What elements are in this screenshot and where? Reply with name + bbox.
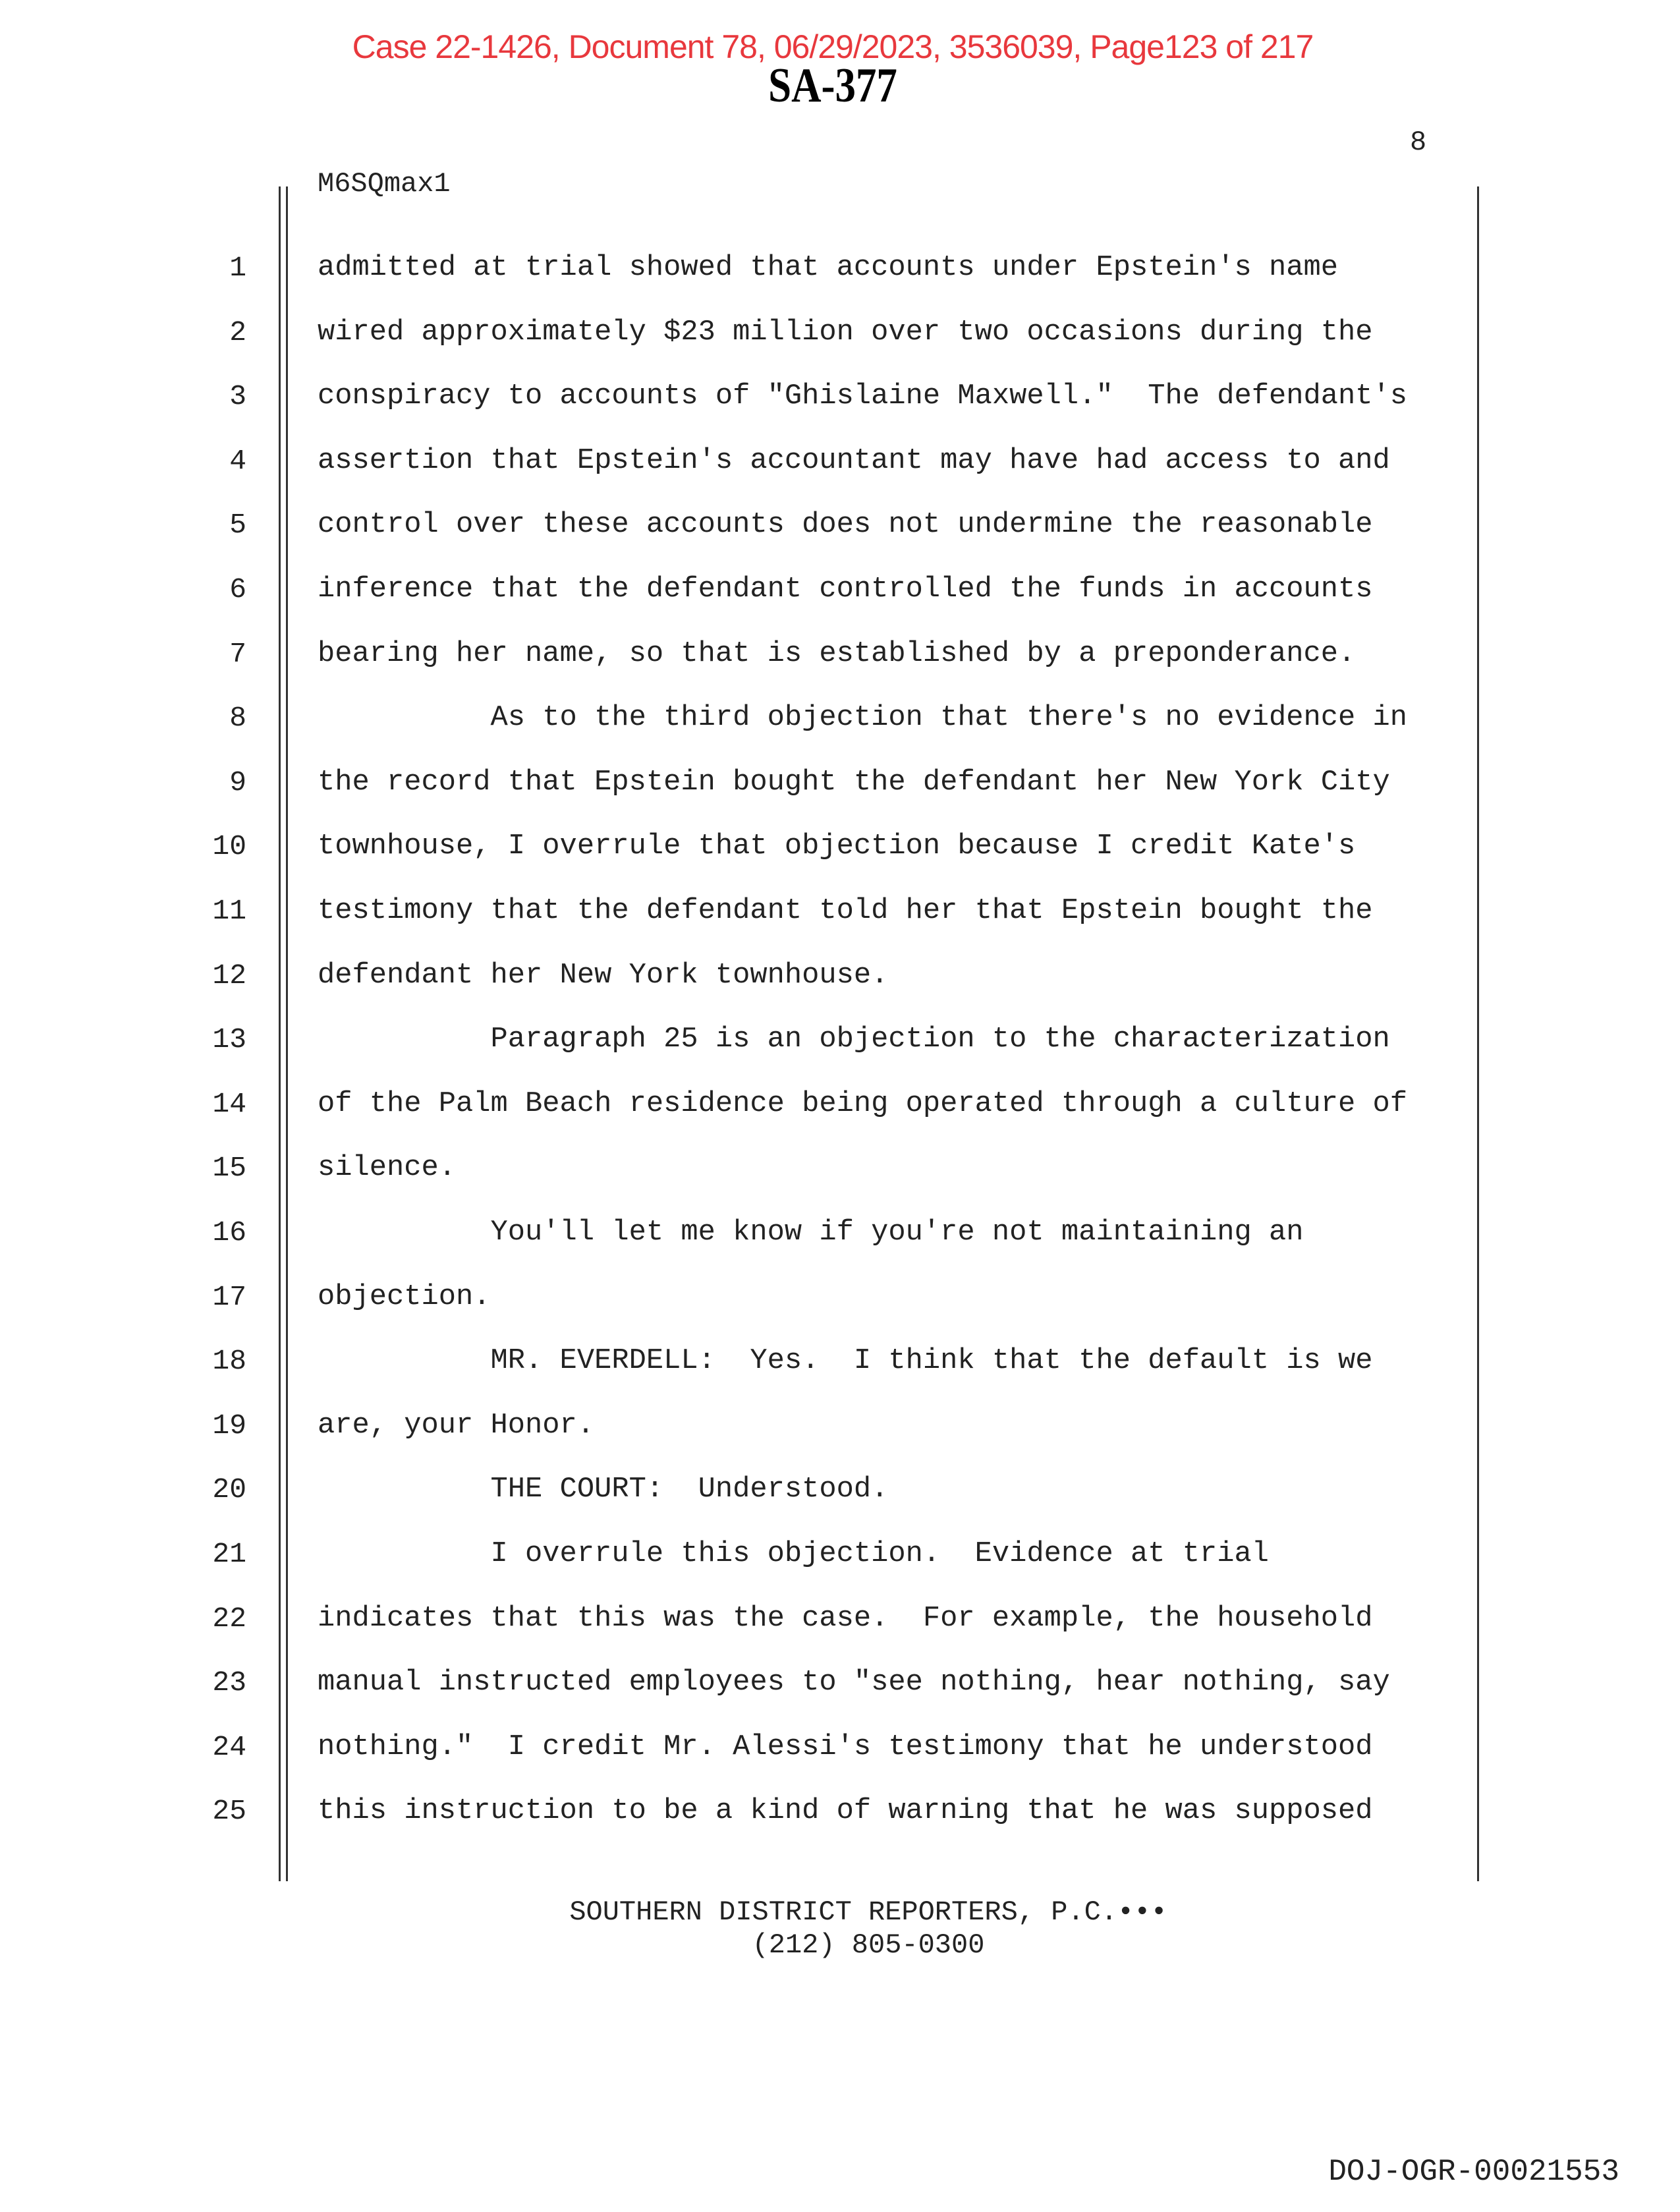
right-margin-rule: [1477, 186, 1479, 1881]
line-text: THE COURT: Understood.: [318, 1473, 889, 1506]
line-number: 1: [229, 252, 246, 284]
line-number: 14: [212, 1087, 246, 1120]
line-text: assertion that Epstein's accountant may have had access to and: [318, 444, 1390, 477]
line-number: 10: [212, 830, 246, 863]
line-text: indicates that this was the case. For example, the household: [318, 1602, 1373, 1635]
line-number: 16: [212, 1216, 246, 1249]
document-code: M6SQmax1: [318, 168, 451, 200]
line-number: 9: [229, 766, 246, 799]
line-text: You'll let me know if you're not maintaining an: [318, 1216, 1304, 1249]
line-text: of the Palm Beach residence being operated through a culture of: [318, 1087, 1408, 1120]
line-text: admitted at trial showed that accounts under Epstein's name: [318, 252, 1339, 284]
left-margin-rule-outer: [279, 186, 281, 1881]
line-text: objection.: [318, 1280, 491, 1313]
reporter-phone: (212) 805-0300: [752, 1929, 985, 1961]
line-text: inference that the defendant controlled the funds in accounts: [318, 573, 1373, 606]
bates-number: DOJ-OGR-00021553: [1328, 2155, 1619, 2189]
line-number: 18: [212, 1345, 246, 1378]
line-text: control over these accounts does not undermine the reasonable: [318, 509, 1373, 542]
line-text: wired approximately $23 million over two occasions during the: [318, 316, 1373, 349]
line-text: silence.: [318, 1152, 457, 1185]
line-number: 19: [212, 1409, 246, 1442]
left-margin-rule-inner: [286, 186, 288, 1881]
line-number: 2: [229, 316, 246, 349]
line-number: 7: [229, 637, 246, 670]
sa-page-number: SA-377: [768, 59, 897, 113]
line-number: 13: [212, 1023, 246, 1056]
line-text: bearing her name, so that is established by a preponderance.: [318, 637, 1356, 670]
line-number: 17: [212, 1280, 246, 1313]
line-text: townhouse, I overrule that objection because I credit Kate's: [318, 830, 1356, 863]
line-text: I overrule this objection. Evidence at trial: [318, 1538, 1269, 1570]
line-text: conspiracy to accounts of "Ghislaine Maxwell." The defendant's: [318, 380, 1408, 413]
line-number: 8: [229, 702, 246, 735]
line-number: 11: [212, 895, 246, 927]
line-text: testimony that the defendant told her that Epstein bought the: [318, 895, 1373, 927]
line-number: 3: [229, 380, 246, 413]
line-number: 24: [212, 1730, 246, 1763]
line-text: this instruction to be a kind of warning that he was supposed: [318, 1795, 1373, 1828]
line-text: manual instructed employees to "see nothing, hear nothing, say: [318, 1666, 1390, 1699]
line-text: As to the third objection that there's no evidence in: [318, 702, 1408, 735]
line-number: 6: [229, 573, 246, 606]
case-stamp: Case 22-1426, Document 78, 06/29/2023, 3536039, Page123 of 217: [352, 28, 1314, 65]
line-text: the record that Epstein bought the defendant her New York City: [318, 766, 1390, 799]
line-number: 25: [212, 1795, 246, 1828]
line-text: Paragraph 25 is an objection to the characterization: [318, 1023, 1390, 1056]
line-number: 21: [212, 1538, 246, 1570]
line-number: 23: [212, 1666, 246, 1699]
line-text: MR. EVERDELL: Yes. I think that the default is we: [318, 1345, 1373, 1378]
line-number: 22: [212, 1602, 246, 1635]
line-number: 5: [229, 509, 246, 542]
transcript-page-number: 8: [1410, 127, 1427, 158]
reporter-name: SOUTHERN DISTRICT REPORTERS, P.C.•••: [569, 1896, 1167, 1928]
line-number: 15: [212, 1152, 246, 1185]
line-number: 20: [212, 1473, 246, 1506]
line-text: are, your Honor.: [318, 1409, 595, 1442]
line-text: nothing." I credit Mr. Alessi's testimony that he understood: [318, 1730, 1373, 1763]
line-text: defendant her New York townhouse.: [318, 959, 889, 992]
line-number: 12: [212, 959, 246, 992]
line-number: 4: [229, 444, 246, 477]
